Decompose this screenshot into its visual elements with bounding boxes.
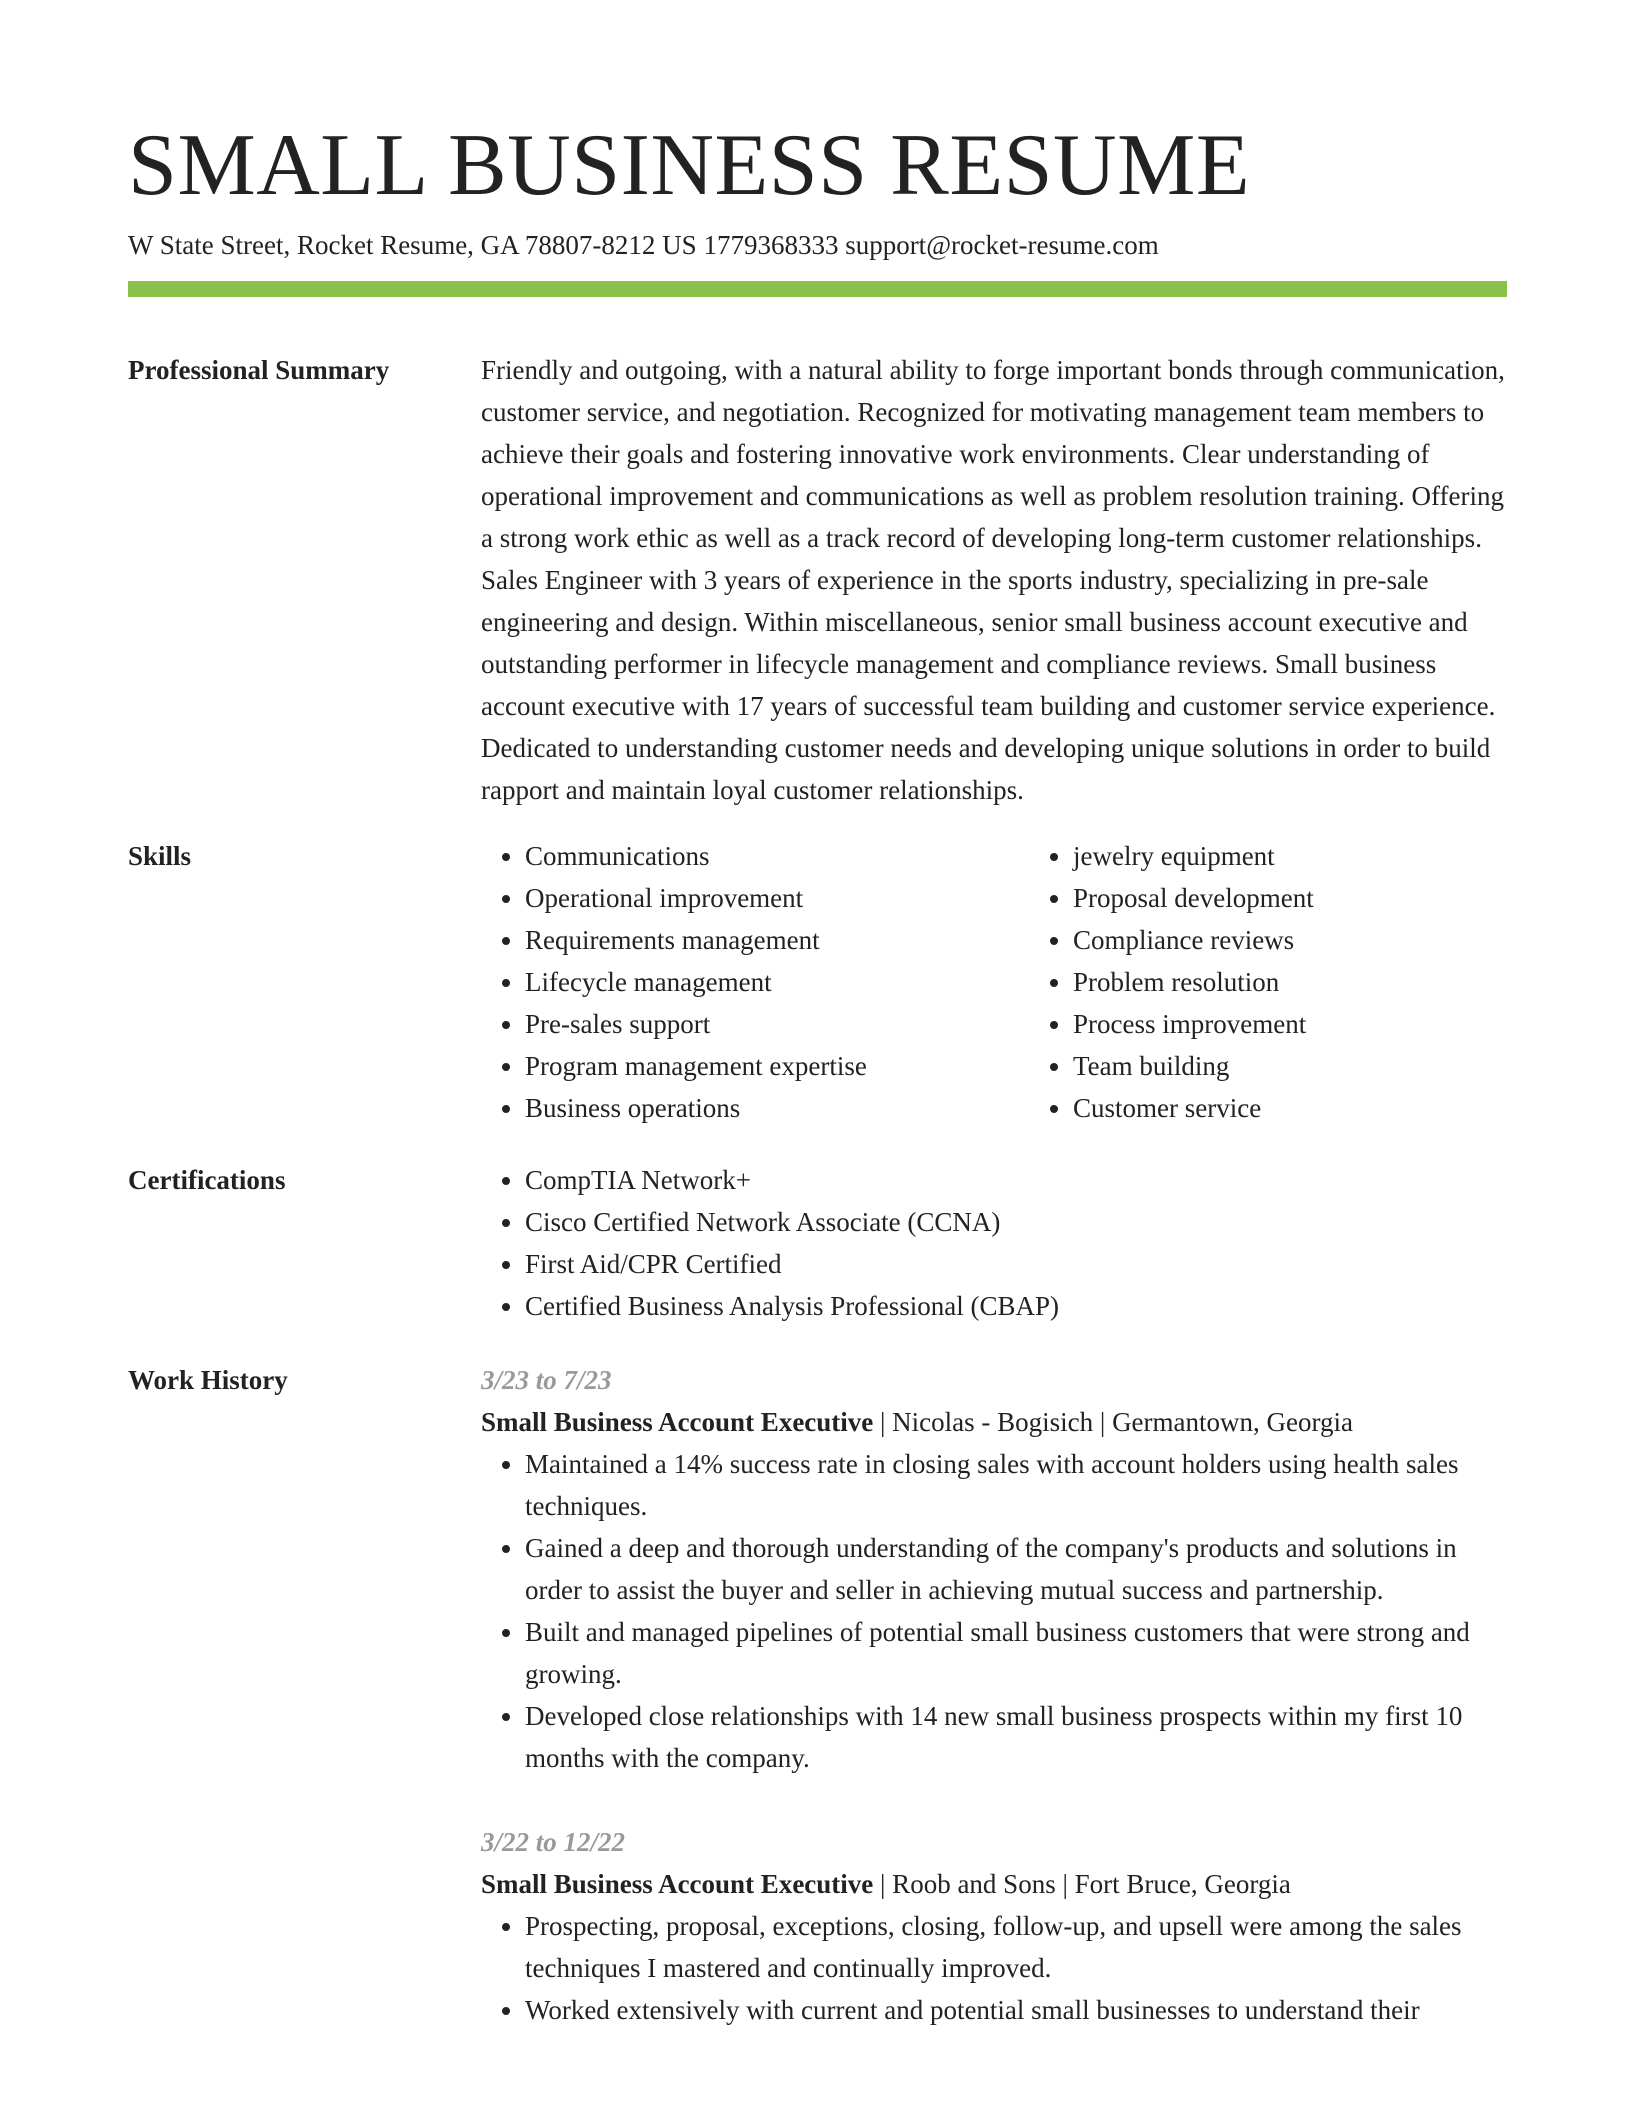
job-bullet: • Developed close relationships with 14 new small business prospects within my first 10 months with the company. (525, 1695, 1507, 1779)
job-header (481, 1401, 1507, 1443)
skill-item: • Team building (1073, 1045, 1577, 1087)
skill-item: • Pre-sales support (525, 1003, 1029, 1045)
job-bullets (481, 1443, 1507, 1779)
professional-summary-section (128, 349, 1507, 811)
job-entry (481, 1359, 1507, 1779)
resume-title: SMALL BUSINESS RESUME (128, 117, 1251, 214)
job-details: | Nicolas - Bogisich | Germantown, Georgia (873, 1406, 1353, 1437)
work-history-section (128, 1359, 1507, 2031)
skill-item: • Customer service (1073, 1087, 1577, 1129)
job-header (481, 1863, 1507, 1905)
skill-item: • Communications (525, 835, 1029, 877)
section-heading-certifications: Certifications (128, 1164, 286, 1195)
resume-page (128, 118, 1507, 2031)
contact-line: W State Street, Rocket Resume, GA 78807-8212 US 1779368333 support@rocket-resume.com (128, 229, 1159, 260)
skill-item: • Problem resolution (1073, 961, 1577, 1003)
skill-item: • jewelry equipment (1073, 835, 1577, 877)
job-bullets (481, 1905, 1507, 2031)
skill-item: • Operational improvement (525, 877, 1029, 919)
skill-item: • Business operations (525, 1087, 1029, 1129)
certifications-section (128, 1159, 1507, 1327)
skill-item: • Proposal development (1073, 877, 1577, 919)
job-bullet: • Worked extensively with current and potential small businesses to understand their (525, 1989, 1507, 2031)
job-entry (481, 1821, 1507, 2031)
section-heading-summary: Professional Summary (128, 354, 390, 385)
job-title: Small Business Account Executive (481, 1868, 874, 1899)
skills-list-right (1029, 835, 1577, 1129)
job-bullet: • Built and managed pipelines of potential small business customers that were strong and growing. (525, 1611, 1507, 1695)
certification-item: • Certified Business Analysis Professional (CBAP) (525, 1285, 1507, 1327)
job-dates: 3/22 to 12/22 (481, 1826, 626, 1857)
job-dates: 3/23 to 7/23 (481, 1364, 612, 1395)
skill-item: • Program management expertise (525, 1045, 1029, 1087)
job-bullet: • Gained a deep and thorough understanding of the company's products and solutions in order to assist the buyer and seller in achieving mutual success and partnership. (525, 1527, 1507, 1611)
skills-body (481, 835, 1577, 1129)
job-details: | Roob and Sons | Fort Bruce, Georgia (873, 1868, 1291, 1899)
accent-divider (128, 281, 1507, 297)
work-history-body (481, 1359, 1507, 2031)
certification-item: • First Aid/CPR Certified (525, 1243, 1507, 1285)
job-bullet: • Prospecting, proposal, exceptions, closing, follow-up, and upsell were among the sales techniques I mastered and continually improved. (525, 1905, 1507, 1989)
certifications-list (481, 1159, 1507, 1327)
job-title: Small Business Account Executive (481, 1406, 874, 1437)
skills-list-left (481, 835, 1029, 1129)
job-bullet: • Maintained a 14% success rate in closing sales with account holders using health sales techniques. (525, 1443, 1507, 1527)
skill-item: • Lifecycle management (525, 961, 1029, 1003)
section-heading-work-history: Work History (128, 1364, 288, 1395)
certification-item: • Cisco Certified Network Associate (CCNA) (525, 1201, 1507, 1243)
skill-item: • Requirements management (525, 919, 1029, 961)
skill-item: • Compliance reviews (1073, 919, 1577, 961)
summary-body (481, 349, 1507, 811)
skills-section (128, 835, 1507, 1129)
section-heading-skills: Skills (128, 840, 192, 871)
certification-item: • CompTIA Network+ (525, 1159, 1507, 1201)
certifications-body (481, 1159, 1507, 1327)
skill-item: • Process improvement (1073, 1003, 1577, 1045)
summary-text: Friendly and outgoing, with a natural ability to forge important bonds through communication, customer service, and negotiation. Recognized for motivating management team members to achieve their goals and fostering innovative work environments. Clear understanding of operational improvement and communications as well as problem resolution training. Offering a strong work ethic as well as a track record of developing long-term customer relationships. Sales Engineer with 3 years of experience in the sports industry, specializing in pre-sale engineering and design. Within miscellaneous, senior small business account executive and outstanding performer in lifecycle management and compliance reviews. Small business account executive with 17 years of successful team building and customer service experience. Dedicated to understanding customer needs and developing unique solutions in order to build rapport and maintain loyal customer relationships. (481, 354, 1505, 805)
